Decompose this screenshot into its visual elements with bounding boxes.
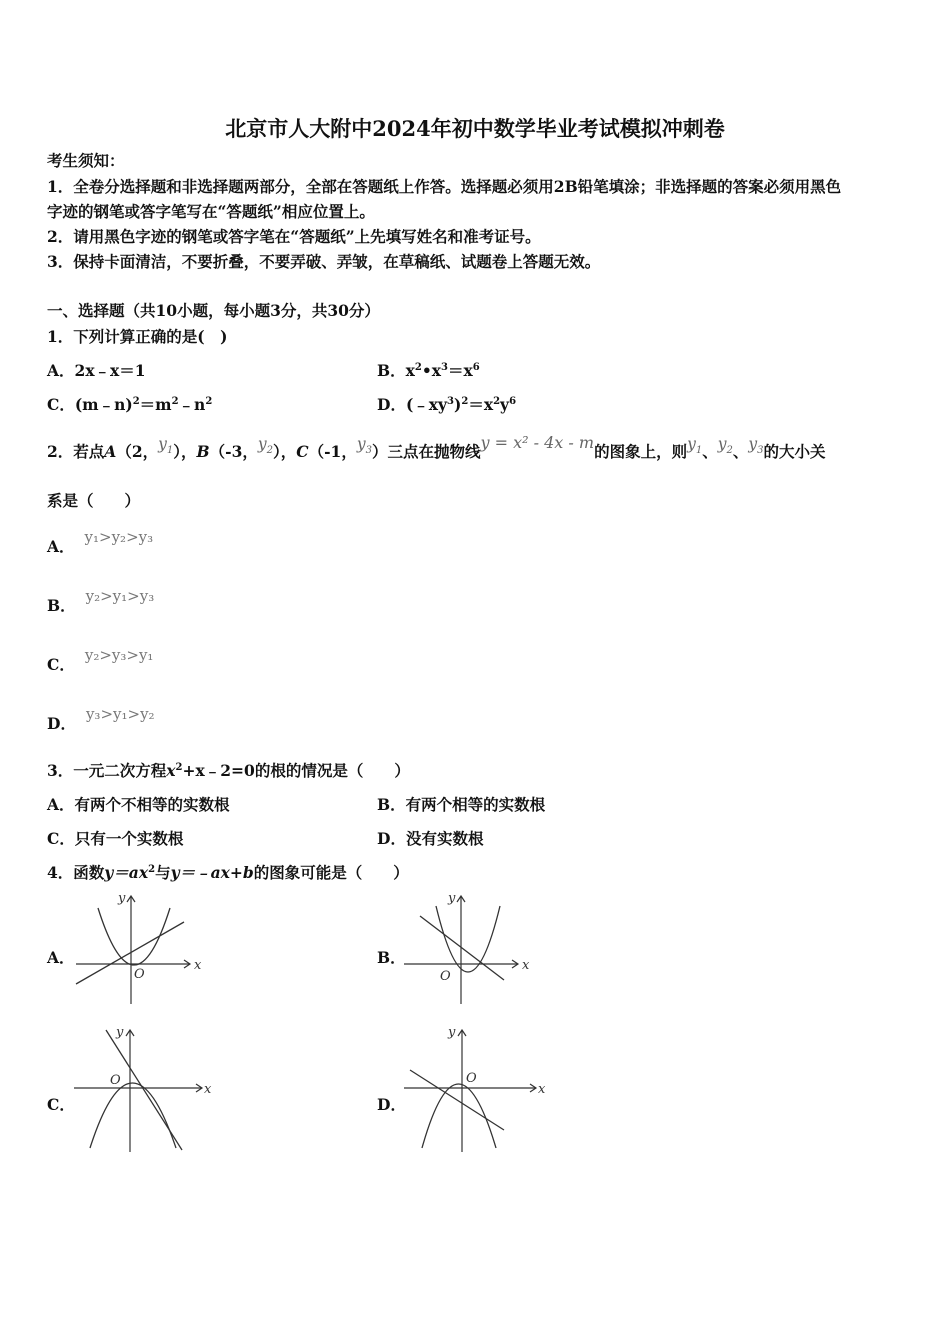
stem-part: （-1，	[308, 442, 357, 461]
stem-part: 3．一元二次方程	[47, 761, 167, 780]
option-label: B．	[377, 795, 406, 814]
option-text: y₂>y₁>y₃	[85, 587, 155, 605]
notice-line-1a: 1．全卷分选择题和非选择题两部分，全部在答题纸上作答。选择题必须用2B铅笔填涂；非选择题的答案必须用黑色	[47, 177, 842, 196]
stem-part: 与	[155, 863, 171, 882]
option-label: B．	[377, 361, 406, 380]
expr-part: •x	[421, 361, 441, 380]
subscript: 3	[757, 445, 764, 456]
expr-part: (﹣xy	[405, 395, 448, 414]
q2-option-d[interactable]	[47, 705, 155, 734]
parabola	[90, 1083, 176, 1148]
option-text: 2x﹣x＝1	[74, 361, 146, 380]
stem-part: （2，	[116, 442, 159, 461]
var-y: y	[687, 435, 696, 453]
q2-option-c[interactable]	[47, 646, 154, 675]
expr-part: ＝x	[447, 361, 473, 380]
option-label: C．	[47, 829, 75, 848]
exponent: 2	[461, 396, 469, 407]
exponent: 2	[493, 396, 501, 407]
option-label: D．	[47, 714, 76, 733]
exponent: 3	[447, 396, 455, 407]
axis-y-label: y	[118, 891, 126, 906]
expr-part: x	[405, 361, 415, 380]
q2-option-a[interactable]	[47, 528, 154, 557]
section-heading: 一、选择题（共10小题，每小题3分，共30分）	[47, 301, 380, 320]
axis-x-label: x	[194, 958, 202, 973]
axis-x-label: x	[204, 1082, 212, 1097]
option-label: C．	[47, 655, 75, 674]
stem-part: 2．若点	[47, 442, 105, 461]
q4-stem	[47, 863, 409, 886]
exponent: 2	[414, 362, 422, 373]
page-title: 北京市人大附中2024年初中数学毕业考试模拟冲刺卷	[225, 116, 725, 141]
line	[76, 922, 184, 984]
subscript: 1	[166, 445, 174, 456]
q3-option-d[interactable]	[377, 829, 483, 849]
q4-option-a-label[interactable]: A．	[47, 948, 75, 967]
q4-graph-d[interactable]	[400, 1024, 550, 1154]
exponent: 2	[205, 396, 213, 407]
var-y: y	[356, 435, 366, 453]
option-label: D．	[377, 395, 406, 414]
q4-graph-a[interactable]	[70, 888, 210, 1008]
stem-part: ）三点在抛物线	[371, 442, 481, 461]
var-y: y	[717, 435, 727, 453]
axis-y-label: y	[448, 1025, 456, 1040]
var-y: y	[158, 435, 167, 453]
q3-option-b[interactable]	[377, 795, 545, 815]
var-y: y	[257, 435, 267, 453]
q4-graph-b[interactable]	[400, 888, 540, 1008]
axis-y-label: y	[116, 1025, 124, 1040]
q4-option-c-label[interactable]: C．	[47, 1095, 75, 1114]
parabola-formula: y = x² - 4x - m	[480, 433, 595, 452]
q2-option-b[interactable]	[47, 587, 155, 616]
exponent: 6	[509, 396, 517, 407]
expr-part: (m﹣n)	[74, 395, 133, 414]
stem-part: 、	[702, 442, 718, 461]
exponent: 3	[440, 362, 448, 373]
q1-option-a[interactable]	[47, 361, 146, 381]
expr-part: ＝m	[139, 395, 172, 414]
stem-part: ），	[273, 442, 297, 461]
q4-option-d-label[interactable]: D．	[377, 1095, 406, 1114]
axis-y-label: y	[448, 891, 456, 906]
stem-part: 的大小关	[763, 442, 826, 461]
q1-option-d[interactable]	[377, 395, 516, 418]
stem-part: （-3，	[209, 442, 258, 461]
subscript: 1	[695, 445, 703, 456]
axis-x-label: x	[538, 1082, 546, 1097]
subscript: 3	[365, 445, 372, 456]
q2-stem-line2: 系是（ ）	[47, 491, 141, 510]
stem-part: 的根的情况是（ ）	[254, 761, 410, 780]
expr-part: ＝x	[468, 395, 494, 414]
option-label: A．	[47, 537, 75, 556]
expr-part: y	[500, 395, 510, 414]
q3-option-c[interactable]	[47, 829, 183, 849]
stem-part: 的图象上，则	[594, 442, 688, 461]
subscript: 2	[726, 445, 733, 456]
notice-line-1b: 字迹的钢笔或答字笔写在“答题纸”相应位置上。	[47, 202, 375, 221]
parabola	[422, 1084, 496, 1148]
exponent: 6	[472, 362, 480, 373]
q3-option-a[interactable]	[47, 795, 230, 815]
expr-part: x	[166, 761, 176, 780]
point-label: B	[196, 442, 210, 461]
option-label: C．	[47, 395, 75, 414]
origin-label: O	[440, 969, 451, 984]
var-y: y	[748, 435, 758, 453]
axis-x-label: x	[522, 958, 530, 973]
origin-label: O	[134, 967, 145, 982]
option-text: 有两个不相等的实数根	[74, 795, 230, 814]
expr-part: )	[454, 395, 462, 414]
q1-option-b[interactable]	[377, 361, 480, 384]
parabola	[436, 906, 500, 972]
q2-stem	[47, 433, 826, 465]
origin-label: O	[466, 1071, 477, 1086]
option-text: 没有实数根	[405, 829, 484, 848]
option-text: 只有一个实数根	[74, 829, 184, 848]
option-text: y₂>y₃>y₁	[84, 646, 154, 664]
q1-option-c[interactable]	[47, 395, 212, 418]
stem-part: 、	[732, 442, 749, 461]
stem-part: 的图象可能是（ ）	[253, 863, 409, 882]
line	[410, 1070, 504, 1130]
q1-stem: 1．下列计算正确的是( )	[47, 327, 228, 346]
expr-part: ﹣n	[178, 395, 206, 414]
exponent: 2	[175, 762, 183, 773]
notice-line-3: 3．保持卡面清洁，不要折叠，不要弄破、弄皱，在草稿纸、试题卷上答题无效。	[47, 252, 601, 271]
exponent: 2	[171, 396, 179, 407]
expr-part: +x﹣2=0	[182, 761, 255, 780]
option-label: D．	[377, 829, 406, 848]
origin-label: O	[110, 1073, 121, 1088]
notice-line-2: 2．请用黑色字迹的钢笔或答字笔在“答题纸”上先填写姓名和准考证号。	[47, 227, 541, 246]
line	[106, 1030, 182, 1150]
q3-stem	[47, 761, 410, 784]
option-label: A．	[47, 361, 75, 380]
notice-heading: 考生须知：	[47, 151, 125, 170]
q4-option-b-label[interactable]: B．	[377, 948, 406, 967]
stem-part: 4．函数	[47, 863, 105, 882]
function-2: y＝﹣ax+b	[170, 863, 254, 882]
function-1: y＝ax	[104, 863, 149, 882]
option-text: 有两个相等的实数根	[405, 795, 546, 814]
subscript: 2	[266, 445, 273, 456]
point-label: A	[104, 442, 117, 461]
exponent: 2	[132, 396, 140, 407]
point-label: C	[296, 442, 309, 461]
stem-part: ），	[173, 442, 197, 461]
exponent: 2	[148, 864, 156, 875]
option-label: B．	[47, 596, 76, 615]
option-text: y₁>y₂>y₃	[84, 528, 154, 546]
option-label: A．	[47, 795, 75, 814]
q4-graph-c[interactable]	[70, 1024, 220, 1154]
option-text: y₃>y₁>y₂	[85, 705, 155, 723]
